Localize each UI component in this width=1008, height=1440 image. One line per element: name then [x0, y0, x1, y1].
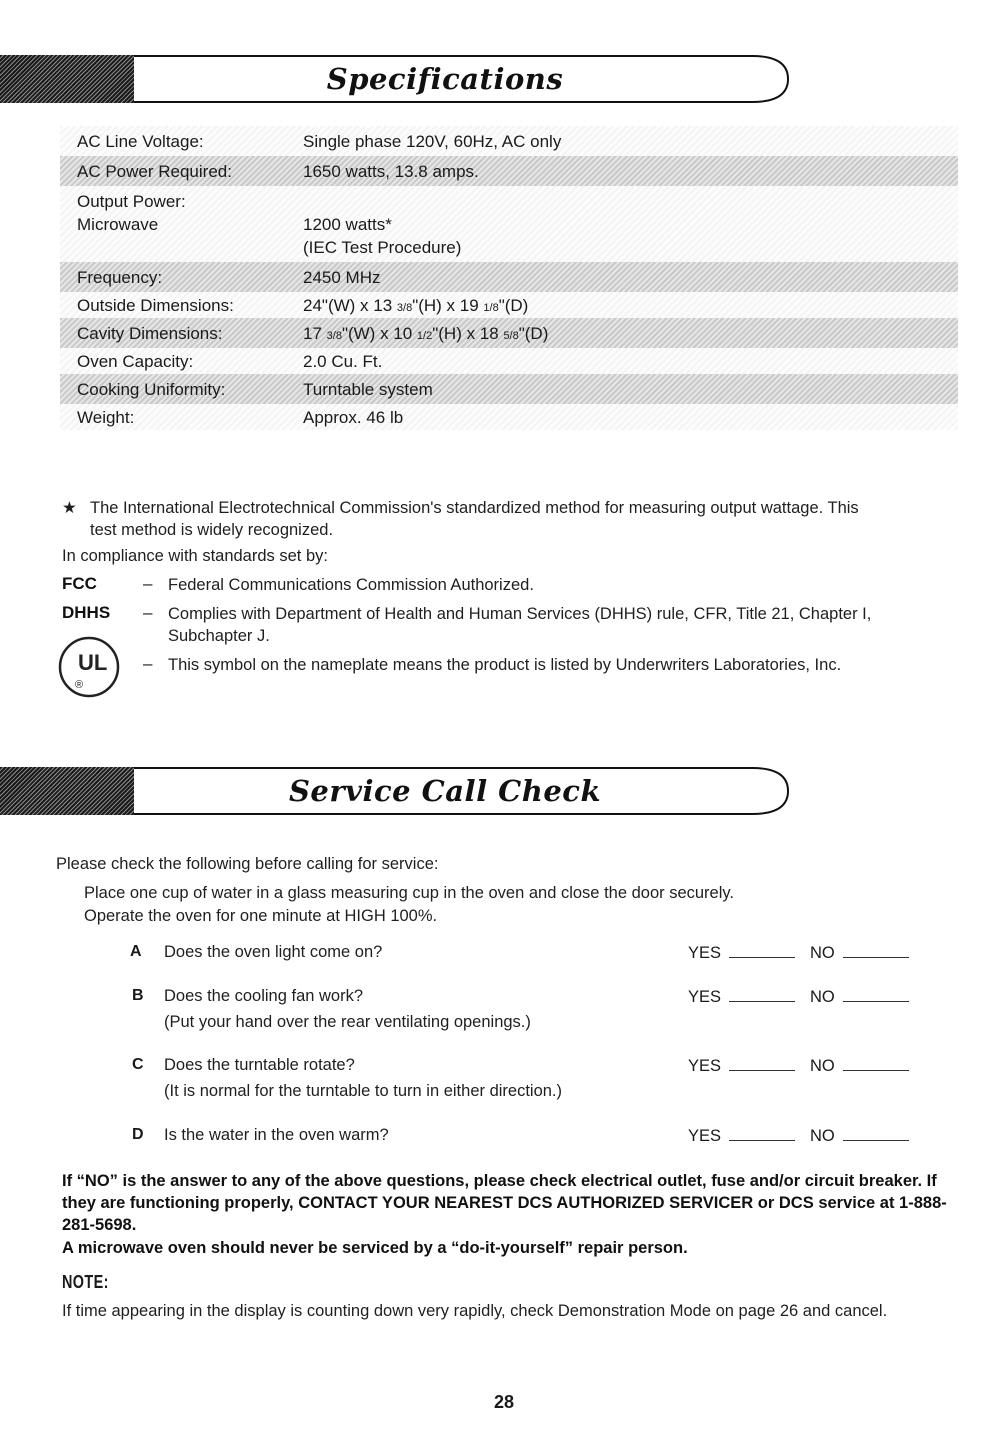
service-step-1: Place one cup of water in a glass measuring cup in the oven and close the door securely. [84, 884, 734, 902]
spec-label: Oven Capacity: [77, 352, 194, 371]
spec-label: Outside Dimensions: [77, 296, 234, 315]
yes-label: YES [688, 1127, 722, 1145]
spec-label: Weight: [77, 408, 135, 427]
service-step-2: Operate the oven for one minute at HIGH 100%. [84, 907, 438, 925]
spec-value-test: (IEC Test Procedure) [303, 238, 462, 257]
dhhs-text-2: Subchapter J. [168, 627, 270, 645]
dim-fraction: 1/2 [416, 330, 433, 342]
note-text: If time appearing in the display is counting down very rapidly, check Demonstration Mode on page 26 and cancel. [62, 1302, 888, 1320]
ul-logo-letters: UL [78, 650, 108, 675]
yes-blank[interactable] [729, 1056, 795, 1071]
spec-label-microwave: Microwave [77, 215, 159, 234]
service-intro: Please check the following before calling for service: [56, 855, 439, 873]
footnote-line-1: The International Electrotechnical Commission's standardized method for measuring output wattage. This [90, 499, 859, 517]
spec-row-ac-line-voltage [60, 126, 958, 156]
question-note: (Put your hand over the rear ventilating openings.) [164, 1013, 531, 1031]
spec-row-ac-power [60, 156, 958, 186]
yes-blank[interactable] [729, 1126, 795, 1141]
dhhs-label: DHHS [62, 603, 111, 622]
specifications-title: Specifications [326, 62, 564, 96]
spec-label: Frequency: [77, 268, 163, 287]
yes-blank[interactable] [729, 943, 795, 958]
question-letter: A [130, 943, 142, 960]
spec-value [303, 322, 548, 348]
no-answer[interactable] [810, 987, 909, 1007]
dash: – [143, 654, 153, 673]
dash: – [143, 574, 153, 593]
no-answer[interactable] [810, 943, 909, 963]
dim-part: "(D) [498, 296, 529, 315]
service-call-title: Service Call Check [288, 774, 602, 808]
spec-label: AC Power Required: [77, 162, 232, 181]
footnote-star: ★ [62, 499, 77, 517]
yes-answer[interactable] [688, 1126, 795, 1146]
service-call-banner [0, 767, 790, 815]
dim-part: "(H) x 19 [412, 296, 484, 315]
dim-fraction: 3/8 [326, 330, 342, 342]
yes-answer[interactable] [688, 943, 795, 963]
diy-warning: A microwave oven should never be serviced by a “do-it-yourself” repair person. [62, 1239, 688, 1257]
dim-fraction: 5/8 [503, 330, 519, 342]
compliance-intro: In compliance with standards set by: [62, 547, 328, 565]
no-blank[interactable] [843, 943, 909, 958]
page-number: 28 [493, 1392, 515, 1412]
dim-fraction: 1/8 [483, 302, 499, 314]
spec-label: Output Power: [77, 192, 186, 211]
question-text: Does the cooling fan work? [164, 987, 364, 1005]
spec-label: AC Line Voltage: [77, 132, 204, 151]
no-answer[interactable] [810, 1056, 909, 1076]
spec-value: 1200 watts* [303, 215, 392, 234]
question-text: Does the oven light come on? [164, 943, 383, 961]
no-label: NO [810, 944, 835, 962]
spec-label: Cooking Uniformity: [77, 380, 226, 399]
fcc-label: FCC [62, 574, 97, 593]
yes-label: YES [688, 1057, 722, 1075]
fcc-text: Federal Communications Commission Authorized. [168, 576, 534, 594]
spec-table [60, 126, 958, 430]
dim-part: "(D) [518, 324, 549, 343]
spec-value: 1650 watts, 13.8 amps. [303, 162, 479, 181]
ul-text: This symbol on the nameplate means the product is listed by Underwriters Laboratories, Inc. [168, 656, 842, 674]
spec-value: 2450 MHz [303, 268, 381, 287]
dhhs-text-1: Complies with Department of Health and Human Services (DHHS) rule, CFR, Title 21, Chapter I, [168, 605, 872, 623]
no-blank[interactable] [843, 1126, 909, 1141]
spec-row-weight [60, 404, 958, 430]
dim-part: 24"(W) x 13 [303, 296, 397, 315]
spec-value: 2.0 Cu. Ft. [303, 352, 383, 371]
yes-answer[interactable] [688, 987, 795, 1007]
spec-row-frequency [60, 262, 958, 292]
question-letter: C [132, 1056, 144, 1073]
question-letter: D [132, 1126, 144, 1143]
footnote-line-2: test method is widely recognized. [90, 521, 334, 539]
spec-value: Approx. 46 lb [303, 408, 404, 427]
question-letter: B [132, 987, 144, 1004]
no-blank[interactable] [843, 1056, 909, 1071]
no-label: NO [810, 1127, 835, 1145]
dim-part: "(W) x 10 [341, 324, 417, 343]
yes-blank[interactable] [729, 987, 795, 1002]
yes-label: YES [688, 988, 722, 1006]
no-blank[interactable] [843, 987, 909, 1002]
spec-value: Single phase 120V, 60Hz, AC only [303, 132, 562, 151]
dim-part: 17 [303, 324, 327, 343]
spec-row-cooking-uniformity [60, 374, 958, 404]
note-heading: NOTE: [62, 1272, 109, 1292]
spec-row-cavity-dimensions [60, 318, 958, 348]
spec-label: Cavity Dimensions: [77, 324, 223, 343]
spec-row-output-power [60, 186, 958, 262]
spec-value: Turntable system [303, 380, 433, 399]
spec-value [303, 294, 528, 320]
yes-label: YES [688, 944, 722, 962]
no-label: NO [810, 988, 835, 1006]
question-note: (It is normal for the turntable to turn in either direction.) [164, 1082, 563, 1100]
question-text: Does the turntable rotate? [164, 1056, 355, 1074]
spec-row-oven-capacity [60, 348, 958, 374]
service-warning: If “NO” is the answer to any of the above questions, please check electrical outlet, fuse and/or circuit breaker. If they are functioning properly, CONTACT YOUR NEAREST DCS AUTHORIZED SERVICER or DCS service at 1-888-281-5698. [62, 1172, 947, 1234]
ul-registered-mark: ® [75, 679, 84, 691]
question-text: Is the water in the oven warm? [164, 1126, 389, 1144]
dim-part: "(H) x 18 [432, 324, 504, 343]
no-label: NO [810, 1057, 835, 1075]
yes-answer[interactable] [688, 1056, 795, 1076]
dim-fraction: 3/8 [396, 302, 413, 314]
ul-logo [58, 636, 120, 698]
no-answer[interactable] [810, 1126, 909, 1146]
spec-row-outside-dimensions [60, 292, 958, 318]
specifications-banner [0, 55, 790, 103]
dash: – [143, 603, 153, 622]
